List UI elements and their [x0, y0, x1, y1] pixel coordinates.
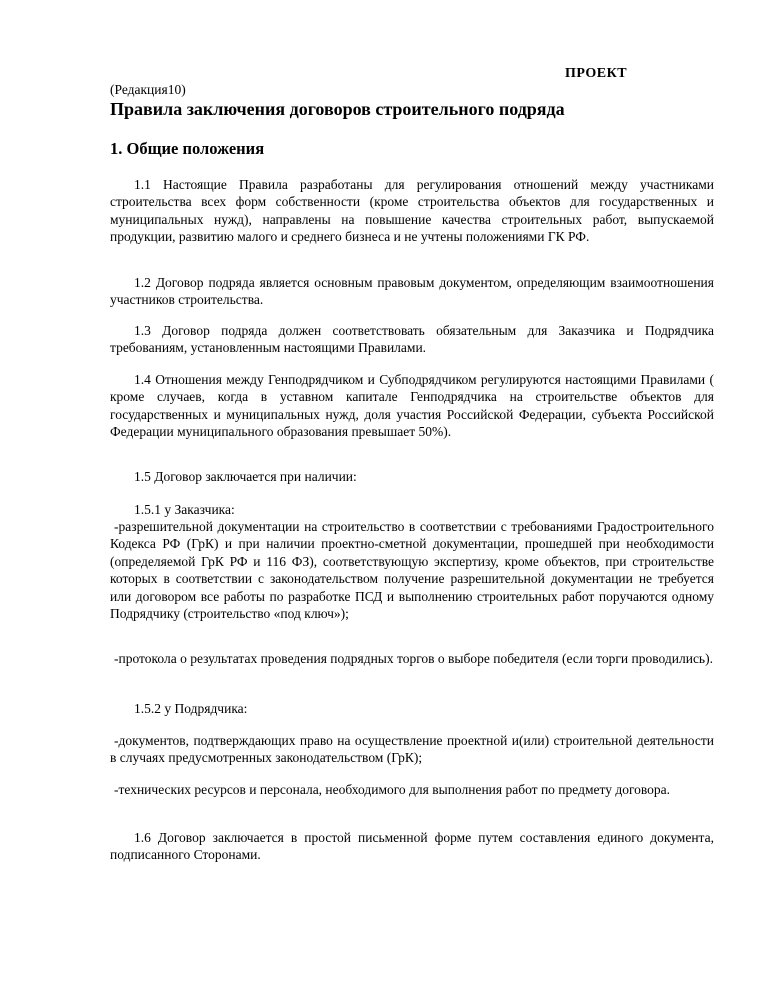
document-title: Правила заключения договоров строительного подряда: [110, 99, 565, 119]
paragraph-resources: -технических ресурсов и персонала, необходимого для выполнения работ по предмету договора.: [114, 782, 671, 797]
project-stamp: ПРОЕКТ: [565, 66, 628, 81]
paragraph-tender-protocol: -протокола о результатах проведения подрядных торгов о выборе победителя (если торги проводились).: [114, 651, 713, 666]
paragraph-1-2: 1.2 Договор подряда является основным правовым документом, определяющим взаимоотношения участников строительства.: [110, 275, 714, 308]
paragraph-1-6: 1.6 Договор заключается в простой письменной форме путем составления единого документа, подписанного Сторонами.: [110, 830, 714, 863]
paragraph-1-5: 1.5 Договор заключается при наличии:: [134, 469, 357, 484]
paragraph-1-5-2: 1.5.2 у Подрядчика:: [134, 701, 248, 716]
paragraph-1-1: 1.1 Настоящие Правила разработаны для регулирования отношений между участниками строительства всех форм собственности (кроме строительства объектов для государственных и муниципальных нужд), направлены на повышение качества строительных работ, выпускаемой продукции, развитию малого и среднего бизнеса и не учтены положениями ГК РФ.: [110, 177, 714, 245]
paragraph-1-4: 1.4 Отношения между Генподрядчиком и Субподрядчиком регулируются настоящими Правилами ( кроме случаев, когда в уставном капитале Генподрядчика на строительстве объектов для государственных и муниципальных нужд, доля участия Российской Федерации, субъекта Российской Федерации муниципального образования превышает 50%).: [110, 372, 714, 440]
paragraph-permits: -разрешительной документации на строительство в соответствии с требованиями Градостроительного Кодекса РФ (ГрК) и при наличии проектно-сметной документации, прошедшей при необходимости (определяемой ГрК РФ и 116 ФЗ), соответствующую экспертизу, кроме объектов, при строительстве которых в соответствии с законодательством получение разрешительной документации не требуется или договором все работы по разработке ПСД и выполнению строительных работ поручаются одному Подрядчику (строительство «под ключ»);: [110, 519, 714, 622]
paragraph-licenses: -документов, подтверждающих право на осуществление проектной и(или) строительной деятельности в случаях предусмотренных законодательством (ГрК);: [110, 733, 714, 766]
paragraph-1-5-1: 1.5.1 у Заказчика:: [134, 502, 235, 517]
section-title: 1. Общие положения: [110, 139, 265, 158]
paragraph-1-3: 1.3 Договор подряда должен соответствовать обязательным для Заказчика и Подрядчика требованиям, установленным настоящими Правилами.: [110, 323, 714, 356]
edition-label: (Редакция10): [110, 82, 186, 97]
